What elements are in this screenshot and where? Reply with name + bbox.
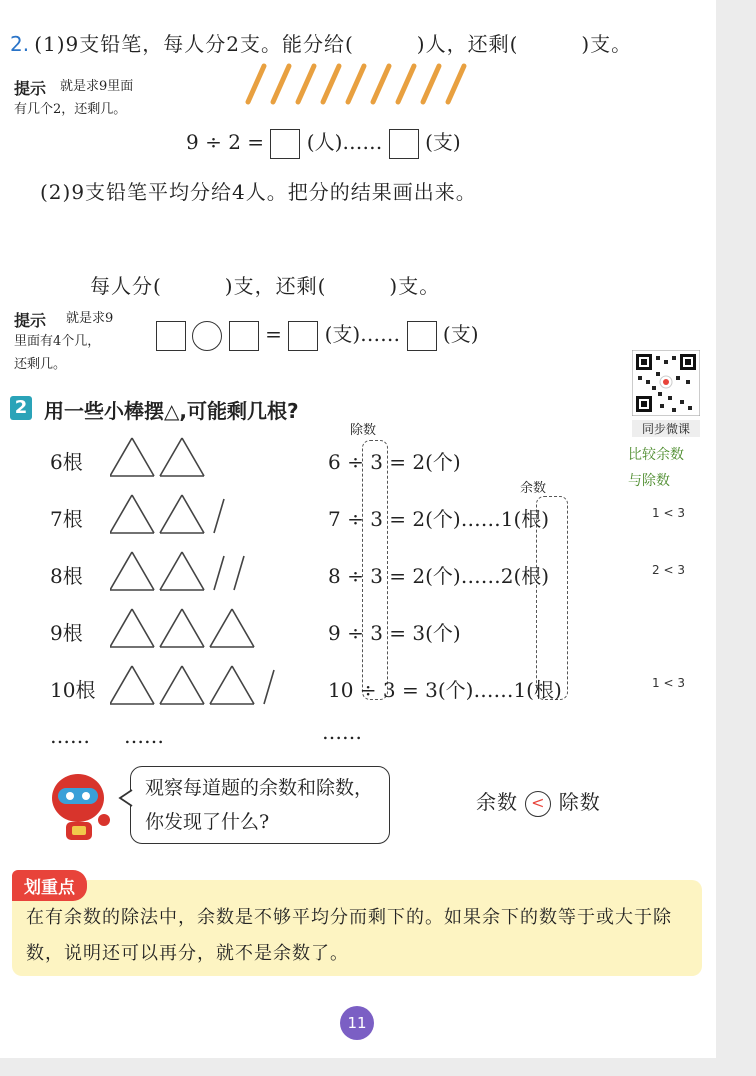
pencil xyxy=(398,66,414,102)
triangle-stick xyxy=(182,552,204,590)
triangle-stick xyxy=(160,552,182,590)
triangle-stick xyxy=(110,552,132,590)
division-equation: 6 ÷ 3 = 2(个) xyxy=(328,450,461,474)
triangle-stick xyxy=(160,609,182,647)
divisor-label: 除数 xyxy=(350,423,377,438)
answer-box[interactable] xyxy=(407,321,437,351)
section-title: 用一些小棒摆△,可能剩几根? xyxy=(44,399,299,423)
ellipsis: …… xyxy=(322,720,362,744)
hint-text: 就是求9里面 xyxy=(60,79,134,94)
triangle-stick xyxy=(132,609,154,647)
speech-bubble: 观察每道题的余数和除数，你发现了什么? xyxy=(130,766,390,844)
triangle-stick xyxy=(110,495,132,533)
question-2-part-1 xyxy=(10,28,632,57)
answer-box[interactable] xyxy=(288,321,318,351)
triangle-stick xyxy=(182,609,204,647)
comparison-symbol: < xyxy=(525,791,551,817)
hint-text: 有几个2，还剩几。 xyxy=(14,102,127,117)
triangle-stick xyxy=(110,609,132,647)
triangle-stick xyxy=(210,666,232,704)
operator-circle[interactable] xyxy=(192,321,222,351)
triangle-stick xyxy=(182,666,204,704)
pencil xyxy=(348,66,364,102)
triangle-sticks-illustration xyxy=(110,434,310,714)
ellipsis: …… xyxy=(50,724,90,748)
compare-value: 2 < 3 xyxy=(652,563,685,577)
compare-value: 1 < 3 xyxy=(652,676,685,690)
equals-sign: = xyxy=(265,322,282,346)
remainder-label: 余数 xyxy=(520,481,547,496)
division-equation: 8 ÷ 3 = 2(个)……2(根) xyxy=(328,564,550,588)
triangle-stick xyxy=(182,438,204,476)
keypoint-text: 在有余数的除法中，余数是不够平均分而剩下的。如果余下的数等于或大于除数，说明还可以再分，就不是余数了。 xyxy=(26,907,672,964)
equation-1 xyxy=(186,126,461,159)
conclusion xyxy=(476,786,601,817)
answer-line-2: 每人分( )支，还剩( )支。 xyxy=(90,274,441,298)
leftover-stick xyxy=(234,556,244,590)
pencil xyxy=(323,66,339,102)
triangle-stick xyxy=(232,609,254,647)
triangle-stick xyxy=(132,438,154,476)
division-equation: 7 ÷ 3 = 2(个)……1(根) xyxy=(328,507,550,531)
answer-box[interactable] xyxy=(389,129,419,159)
qr-label: 同步微课 xyxy=(632,420,700,437)
question-2-part-2: (2)9支铅笔平均分给4人。把分的结果画出来。 xyxy=(40,180,477,204)
question-text: (1)9支铅笔，每人分2支。能分给( )人，还剩( )支。 xyxy=(34,32,633,56)
qr-code-icon xyxy=(632,350,700,416)
hint-label: 提示 xyxy=(14,79,47,98)
qr-code-card[interactable] xyxy=(632,350,700,434)
pencil xyxy=(298,66,314,102)
hint-label: 提示 xyxy=(14,311,47,330)
bubble-tail xyxy=(118,788,134,808)
stick-count: 8根 xyxy=(50,564,83,588)
triangle-stick xyxy=(160,495,182,533)
section-number: 2 xyxy=(10,396,32,420)
leftover-stick xyxy=(214,499,224,533)
leftover-stick xyxy=(264,670,274,704)
answer-box[interactable] xyxy=(270,129,300,159)
keypoint-tag: 划重点 xyxy=(12,870,87,901)
hint-text: 还剩几。 xyxy=(14,357,67,372)
stick-count: 7根 xyxy=(50,507,83,531)
conclusion-left: 余数 xyxy=(476,790,518,814)
leftover-stick xyxy=(214,556,224,590)
triangle-stick xyxy=(160,666,182,704)
pencil xyxy=(423,66,439,102)
triangle-stick xyxy=(132,552,154,590)
stick-count: 6根 xyxy=(50,450,83,474)
page-number: 11 xyxy=(340,1006,374,1040)
question-number: 2. xyxy=(10,32,30,56)
hint-text: 里面有4个几， xyxy=(14,334,101,349)
triangle-stick xyxy=(110,438,132,476)
conclusion-right: 除数 xyxy=(558,790,601,814)
triangle-stick xyxy=(160,438,182,476)
triangle-stick xyxy=(132,666,154,704)
unit-text: (支) xyxy=(442,322,479,346)
unit-text: (人)…… xyxy=(306,130,383,154)
compare-value: 1 < 3 xyxy=(652,506,685,520)
compare-note: 比较余数 xyxy=(628,447,684,463)
equation-2 xyxy=(156,318,479,351)
answer-box[interactable] xyxy=(156,321,186,351)
division-equation: 9 ÷ 3 = 3(个) xyxy=(328,621,461,645)
equation-left: 9 ÷ 2 = xyxy=(186,130,265,154)
stick-count: 10根 xyxy=(50,678,96,702)
pencil xyxy=(448,66,464,102)
pencil xyxy=(373,66,389,102)
answer-box[interactable] xyxy=(229,321,259,351)
unit-text: (支)…… xyxy=(324,322,401,346)
robot-mascot-icon xyxy=(42,768,116,844)
triangle-stick xyxy=(182,495,204,533)
triangle-stick xyxy=(232,666,254,704)
triangle-stick xyxy=(110,666,132,704)
hint-text: 就是求9 xyxy=(66,311,114,326)
triangle-stick xyxy=(132,495,154,533)
pencil xyxy=(248,66,264,102)
pencil xyxy=(273,66,289,102)
pencils-illustration xyxy=(240,62,480,106)
division-equation: 10 ÷ 3 = 3(个)……1(根) xyxy=(328,678,562,702)
ellipsis: …… xyxy=(124,724,164,748)
stick-count: 9根 xyxy=(50,621,83,645)
triangle-stick xyxy=(210,609,232,647)
unit-text: (支) xyxy=(425,130,461,154)
compare-note: 与除数 xyxy=(628,473,670,489)
